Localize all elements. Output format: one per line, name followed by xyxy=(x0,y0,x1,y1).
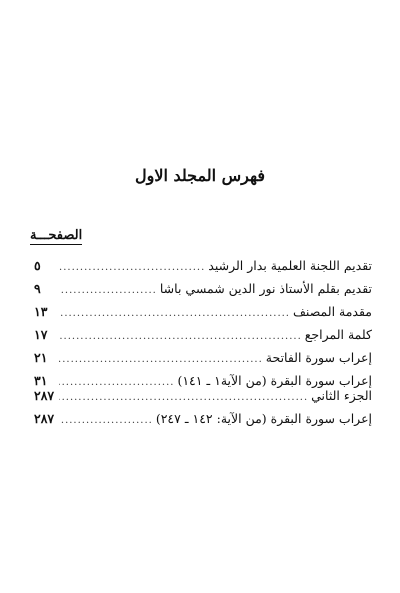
leader-dots xyxy=(59,392,308,403)
leader-dots xyxy=(59,377,174,388)
toc-entry xyxy=(34,327,372,350)
leader-dots xyxy=(59,285,157,296)
toc-entry-label: الجزء الثاني xyxy=(311,388,372,403)
toc-entry-label: تقديم اللجنة العلمية بدار الرشيد xyxy=(208,258,372,273)
leader-dots xyxy=(59,415,153,426)
toc-entry-page: ١٧ xyxy=(34,327,48,342)
toc-entry-page: ٢٨٧ xyxy=(34,411,55,426)
toc-entry xyxy=(34,411,372,434)
toc-entry-page: ٢١ xyxy=(34,350,48,365)
toc-entry-label: إعراب سورة الفاتحة xyxy=(265,350,372,365)
toc-entry-label: مقدمة المصنف xyxy=(292,304,372,319)
leader-dots xyxy=(59,262,205,273)
page-column-header: الصفحـــة xyxy=(30,228,83,243)
toc-entry xyxy=(34,258,372,281)
toc-entry xyxy=(34,281,372,304)
toc-entry xyxy=(34,304,372,327)
leader-dots xyxy=(59,331,302,342)
toc-entry-label: إعراب سورة البقرة (من الآية: ١٤٢ ـ ٢٤٧) xyxy=(155,411,372,426)
page-title: فهرس المجلد الاول xyxy=(134,166,266,185)
toc-entry-page: ٢٨٧ xyxy=(34,388,55,403)
toc-entry-page: ٩ xyxy=(34,281,41,296)
toc-entry-page: ٥ xyxy=(34,258,41,273)
toc-entry xyxy=(34,388,372,411)
toc-main-list xyxy=(34,258,372,396)
leader-dots xyxy=(59,308,290,319)
toc-entry-label: كلمة المراجع xyxy=(304,327,372,342)
toc-second-volume-list xyxy=(34,388,372,434)
toc-entry xyxy=(34,350,372,373)
toc-entry-label: تقديم بقلم الأستاذ نور الدين شمسي باشا xyxy=(159,281,372,296)
toc-entry-page: ٣١ xyxy=(34,373,48,388)
toc-entry-label: إعراب سورة البقرة (من الآية١ ـ ١٤١) xyxy=(177,373,372,388)
toc-entry-page: ١٣ xyxy=(34,304,48,319)
leader-dots xyxy=(59,354,263,365)
